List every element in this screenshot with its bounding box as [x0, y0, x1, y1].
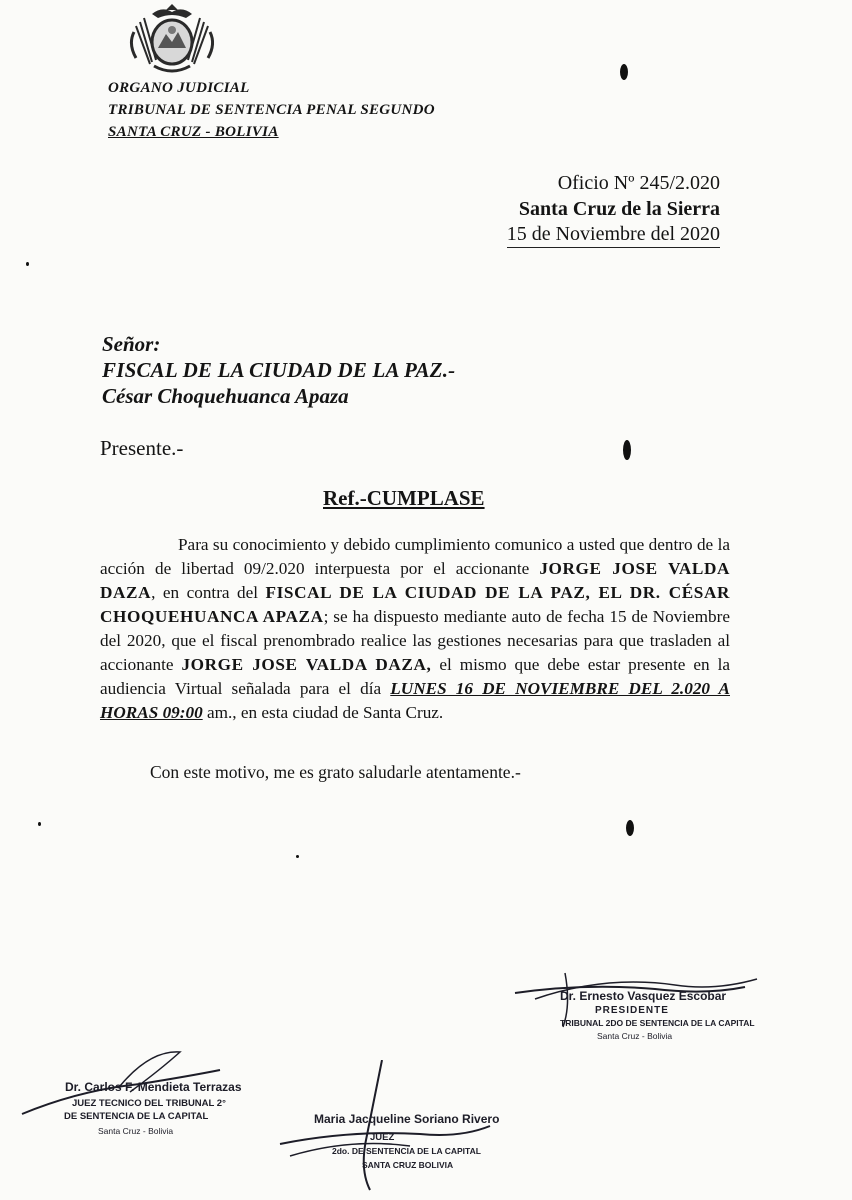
accionante-name: JORGE JOSE VALDA DAZA — [100, 559, 730, 602]
body-paragraph — [100, 533, 730, 725]
body-text-3: ; se ha dispuesto mediante auto de fecha 15 de Noviembre del 2020, que el fiscal prenombrado realice las gestiones necesarias para que trasladen al accionante — [100, 607, 730, 674]
stamp-president — [505, 965, 765, 1055]
ink-speck — [620, 64, 628, 80]
institution-line-1: ORGANO JUDICIAL — [108, 80, 250, 96]
presente-line: Presente.- — [100, 436, 184, 460]
ink-speck — [38, 822, 41, 826]
oficio-number: Oficio Nº 245/2.020 — [557, 172, 720, 194]
ink-speck — [626, 820, 634, 836]
stamp-juez-tecnico-place: Santa Cruz - Bolivia — [98, 1126, 174, 1136]
institution-line-3: SANTA CRUZ - BOLIVIA — [108, 124, 279, 140]
stamp-juez-tecnico-role: JUEZ TECNICO DEL TRIBUNAL 2° — [72, 1098, 226, 1109]
stamp-juez-tecnico-court: DE SENTENCIA DE LA CAPITAL — [64, 1111, 209, 1122]
body-text-2: , en contra del — [151, 583, 266, 602]
accionante-name-2: JORGE JOSE VALDA DAZA, — [181, 655, 432, 674]
stamp-president-role: PRESIDENTE — [595, 1005, 669, 1016]
stamp-juez-tecnico — [20, 1040, 300, 1160]
stamp-president-place: Santa Cruz - Bolivia — [597, 1031, 673, 1041]
ink-speck — [623, 440, 631, 460]
reference-line: Ref.-CUMPLASE — [323, 486, 485, 510]
oficio-city: Santa Cruz de la Sierra — [518, 198, 720, 220]
addressee-title: FISCAL DE LA CIUDAD DE LA PAZ.- — [102, 358, 456, 382]
institution-line-2: TRIBUNAL DE SENTENCIA PENAL SEGUNDO — [108, 102, 435, 118]
signature-scribble-icon — [270, 1060, 510, 1200]
fiscal-name: FISCAL DE LA CIUDAD DE LA PAZ, EL DR. CÉSAR CHOQUEHUANCA APAZA — [100, 583, 730, 626]
stamp-juez-role: JUEZ — [370, 1132, 395, 1143]
stamp-president-name: Dr. Ernesto Vasquez Escobar — [560, 989, 727, 1003]
body-text-4: el mismo que debe estar presente en la audiencia Virtual señalada para el día — [100, 655, 730, 698]
stamp-president-court: TRIBUNAL 2DO DE SENTENCIA DE LA CAPITAL — [560, 1018, 755, 1028]
body-text-5: am., en esta ciudad de Santa Cruz. — [202, 703, 444, 722]
stamp-juez-tecnico-name: Dr. Carlos F. Mendieta Terrazas — [65, 1080, 242, 1094]
bolivia-coat-of-arms-icon — [122, 4, 222, 82]
stamp-juez — [270, 1060, 510, 1200]
hearing-date: LUNES 16 DE NOVIEMBRE DEL 2.020 A HORAS 09:00 — [100, 679, 730, 722]
body-text-1: Para su conocimiento y debido cumplimiento comunico a usted que dentro de la acción de libertad 09/2.020 interpuesta por el accionante — [100, 535, 730, 578]
stamp-juez-court: 2do. DE SENTENCIA DE LA CAPITAL — [332, 1146, 481, 1156]
oficio-date: 15 de Noviembre del 2020 — [507, 223, 720, 248]
closing-line: Con este motivo, me es grato saludarle atentamente.- — [150, 762, 521, 782]
stamp-juez-place: SANTA CRUZ BOLIVIA — [362, 1160, 454, 1170]
stamp-juez-name: Maria Jacqueline Soriano Rivero — [314, 1112, 500, 1126]
ink-speck — [26, 262, 29, 266]
ink-speck — [296, 855, 299, 858]
addressee-name: César Choquehuanca Apaza — [102, 384, 349, 408]
salutation: Señor: — [102, 332, 161, 356]
